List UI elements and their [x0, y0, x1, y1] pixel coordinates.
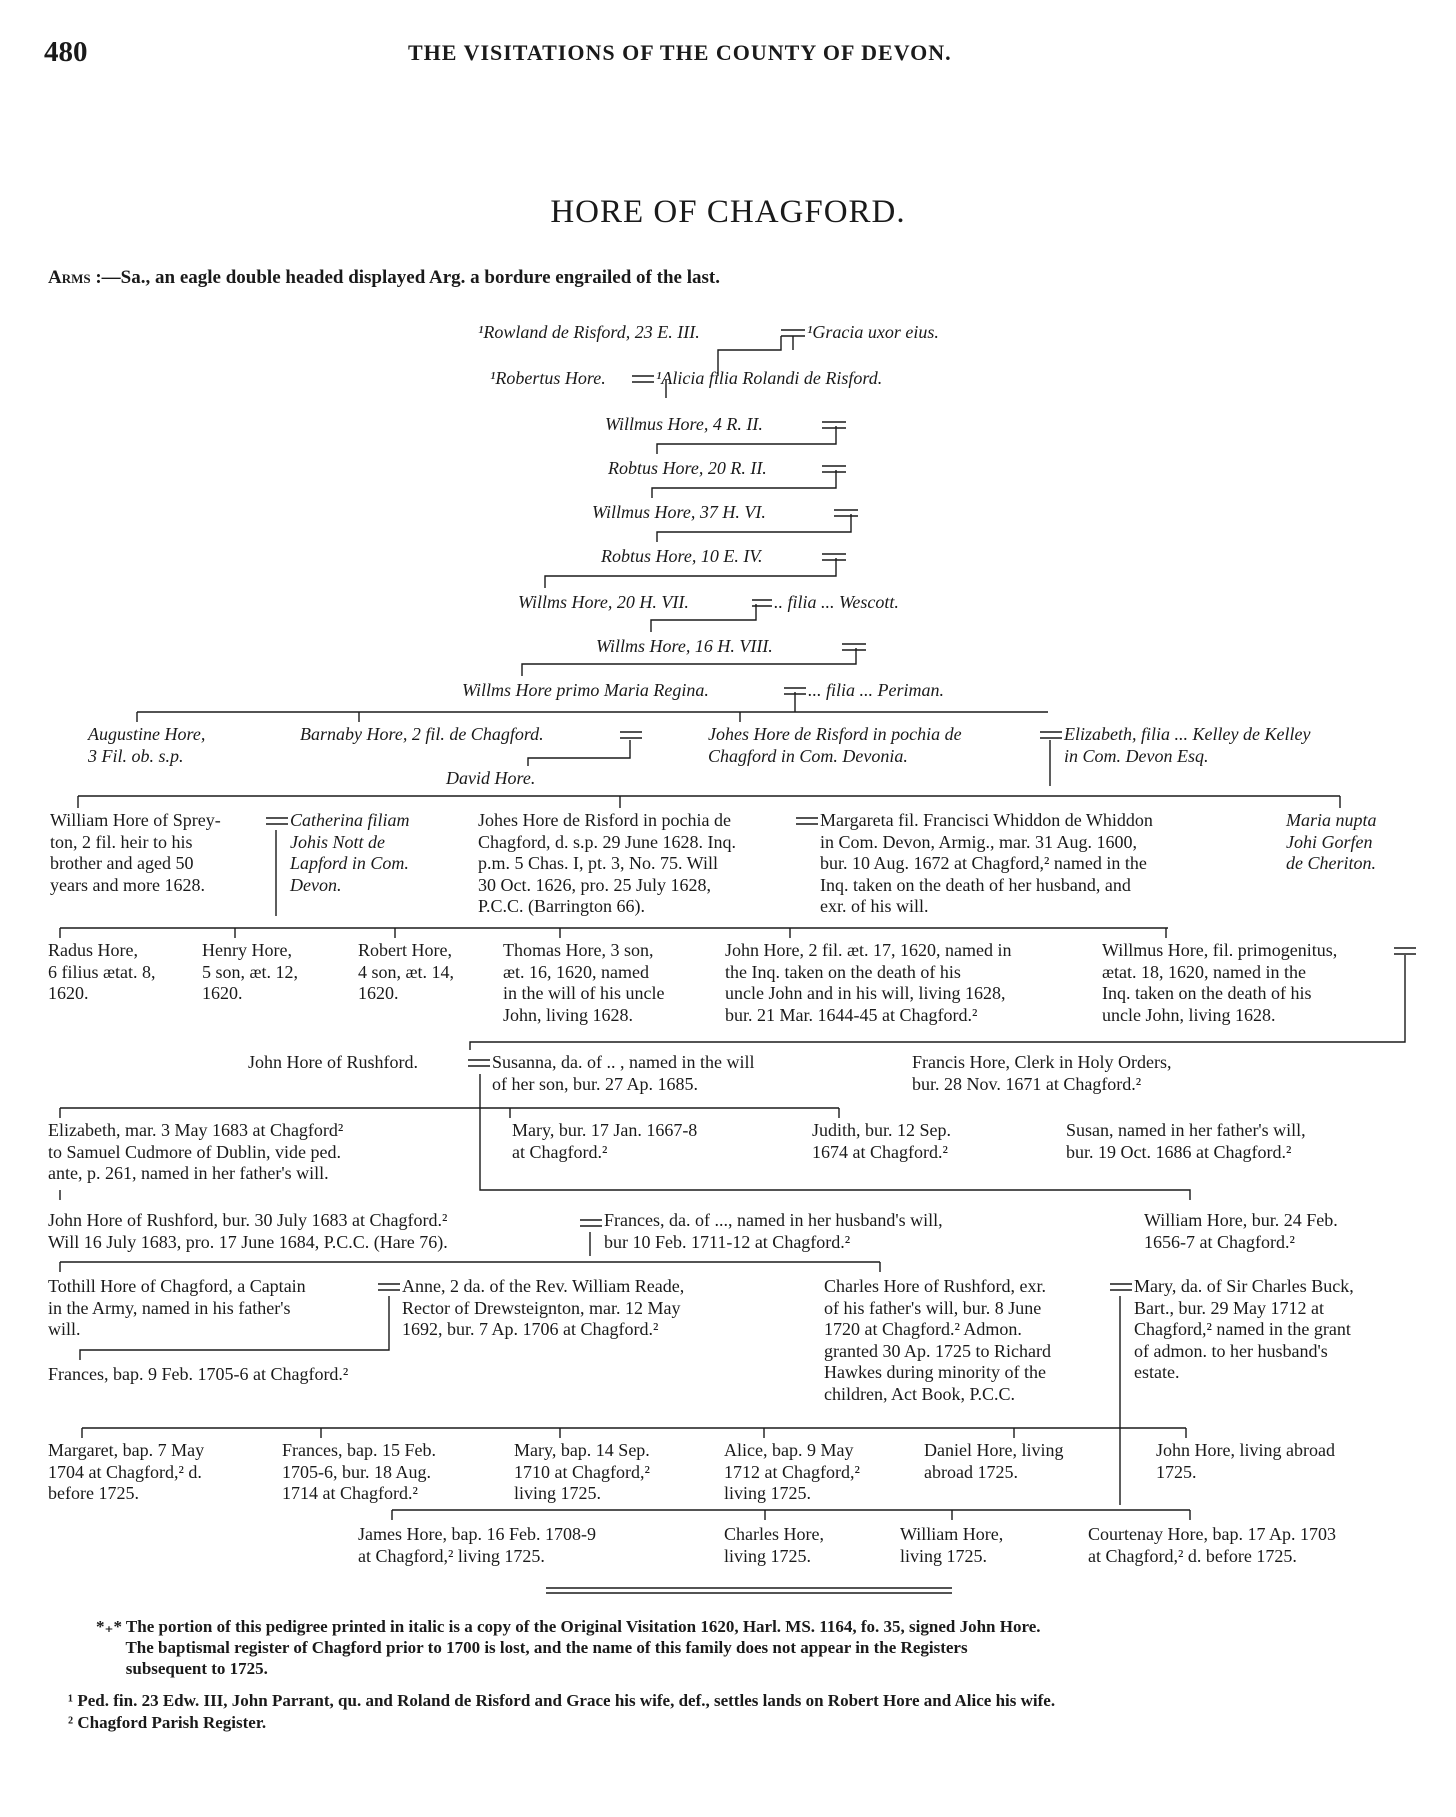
person-john-hore-of-rushford-gen13: John Hore of Rushford.: [248, 1052, 418, 1072]
person-francis-hore: Francis Hore, Clerk in Holy Orders, bur. 28 Nov. 1671 at Chagford.²: [912, 1052, 1172, 1094]
person-anne-reade: Anne, 2 da. of the Rev. William Reade, Rector of Drewsteignton, mar. 12 May 1692, bur. 7 Ap. 1706 at Chagford.²: [402, 1276, 685, 1339]
marriage-symbol-barnaby: [620, 732, 642, 738]
page-title: HORE OF CHAGFORD.: [550, 194, 906, 230]
marriage-symbol-william: [266, 818, 288, 824]
person-frances-gen15: Frances, da. of ..., named in her husband's will, bur 10 Feb. 1711-12 at Chagford.²: [604, 1210, 943, 1252]
person-augustine-hore: Augustine Hore, 3 Fil. ob. s.p.: [88, 724, 206, 766]
marriage-symbol-gen8: [842, 644, 866, 650]
person-mary-gen14: Mary, bur. 17 Jan. 1667-8 at Chagford.²: [512, 1120, 698, 1162]
marriage-symbol-john-rushford: [468, 1060, 490, 1066]
marriage-symbol-gen2: [632, 376, 654, 382]
person-charles-hore-gen18: Charles Hore, living 1725.: [724, 1524, 824, 1566]
marriage-symbol-gen1: [781, 330, 805, 350]
person-james-hore: James Hore, bap. 16 Feb. 1708-9 at Chagford,² living 1725.: [358, 1524, 596, 1566]
italic-portion-note: *₊* The portion of this pedigree printed in italic is a copy of the Original Visitation 1620, Harl. MS. 1164, fo. 35, signed John Hore. The baptismal register of Chagford prior to 1700 is lost, and the name of this family does not appear in the Registers subsequent to 1725.: [96, 1617, 1041, 1678]
person-tothill-hore: Tothill Hore of Chagford, a Captain in the Army, named in his father's will.: [48, 1276, 306, 1339]
person-alice: Alice, bap. 9 May 1712 at Chagford,² living 1725.: [724, 1440, 860, 1503]
marriage-symbol-john-frances: [580, 1220, 602, 1226]
marriage-symbol-johes-margareta: [796, 818, 818, 824]
person-william-hore-gen15: William Hore, bur. 24 Feb. 1656-7 at Chagford.²: [1144, 1210, 1338, 1252]
person-margaret: Margaret, bap. 7 May 1704 at Chagford,² d. before 1725.: [48, 1440, 205, 1503]
person-william-hore-gen18: William Hore, living 1725.: [900, 1524, 1004, 1566]
person-robert-hore: Robert Hore, 4 son, æt. 14, 1620.: [358, 940, 455, 1003]
person-periman: ... filia ... Periman.: [808, 680, 944, 700]
person-daniel-hore: Daniel Hore, living abroad 1725.: [924, 1440, 1064, 1482]
person-johes-hore-gen11: Johes Hore de Risford in pochia de Chagford, d. s.p. 29 June 1628. Inq. p.m. 5 Chas. I, pt. 3, No. 75. Will 30 Oct. 1626, pro. 25 July 1628, P.C.C. (Barrington 66).: [478, 810, 736, 916]
person-robtus-hore-gen4: Robtus Hore, 20 R. II.: [608, 458, 767, 478]
marriage-symbol-gen6: [822, 554, 846, 560]
person-thomas-hore: Thomas Hore, 3 son, æt. 16, 1620, named in the will of his uncle John, living 1628.: [503, 940, 665, 1025]
marriage-symbol-johes: [1040, 732, 1062, 738]
person-rowland-de-risford: ¹Rowland de Risford, 23 E. III.: [478, 322, 700, 342]
person-alicia: ¹Alicia filia Rolandi de Risford.: [656, 368, 883, 388]
person-henry-hore: Henry Hore, 5 son, æt. 12, 1620.: [202, 940, 299, 1003]
person-john-hore-of-rushford-gen15: John Hore of Rushford, bur. 30 July 1683 at Chagford.² Will 16 July 1683, pro. 17 June 1684, P.C.C. (Hare 76).: [48, 1210, 448, 1252]
person-margareta-whiddon: Margareta fil. Francisci Whiddon de Whiddon in Com. Devon, Armig., mar. 31 Aug. 1600, bur. 10 Aug. 1672 at Chagford,² named in the Inq. taken on the death of her husband, and exr. of his will.: [820, 810, 1153, 916]
person-gracia: ¹Gracia uxor eius.: [807, 322, 939, 342]
person-barnaby-hore: Barnaby Hore, 2 fil. de Chagford.: [300, 724, 544, 744]
person-mary-buck: Mary, da. of Sir Charles Buck, Bart., bur. 29 May 1712 at Chagford,² named in the grant of admon. to her husband's estate.: [1134, 1276, 1354, 1382]
footnote-1: ¹ Ped. fin. 23 Edw. III, John Parrant, qu. and Roland de Risford and Grace his wife, def., settles lands on Robert Hore and Alice his wife.: [68, 1691, 1056, 1710]
person-radus-hore: Radus Hore, 6 filius ætat. 8, 1620.: [48, 940, 156, 1003]
person-johes-hore-gen10: Johes Hore de Risford in pochia de Chagford in Com. Devonia.: [708, 724, 962, 766]
marriage-symbol-willmus: [1394, 948, 1416, 954]
person-willmus-hore-gen5: Willmus Hore, 37 H. VI.: [592, 502, 766, 522]
person-susan: Susan, named in her father's will, bur. 19 Oct. 1686 at Chagford.²: [1066, 1120, 1306, 1162]
person-willms-hore-gen7: Willms Hore, 20 H. VII.: [518, 592, 689, 612]
person-willms-hore-gen8: Willms Hore, 16 H. VIII.: [596, 636, 773, 656]
person-elizabeth-kelley: Elizabeth, filia ... Kelley de Kelley in Com. Devon Esq.: [1064, 724, 1311, 766]
person-judith: Judith, bur. 12 Sep. 1674 at Chagford.²: [812, 1120, 952, 1162]
person-willmus-hore-gen3: Willmus Hore, 4 R. II.: [605, 414, 763, 434]
person-john-hore-gen17: John Hore, living abroad 1725.: [1156, 1440, 1335, 1482]
arms-label: Arms: [48, 267, 91, 288]
person-robertus-hore: ¹Robertus Hore.: [490, 368, 606, 388]
marriage-symbol-gen5: [834, 510, 858, 516]
arms-text: :—Sa., an eagle double headed displayed Arg. a bordure engrailed of the last.: [90, 267, 720, 288]
person-john-hore-gen12: John Hore, 2 fil. æt. 17, 1620, named in the Inq. taken on the death of his uncle John and in his will, living 1628, bur. 21 Mar. 1644-45 at Chagford.²: [725, 940, 1012, 1025]
person-mary-gen17: Mary, bap. 14 Sep. 1710 at Chagford,² living 1725.: [514, 1440, 650, 1503]
page-number: 480: [44, 36, 88, 68]
person-frances-gen16: Frances, bap. 9 Feb. 1705-6 at Chagford.²: [48, 1364, 349, 1384]
person-charles-hore-of-rushford: Charles Hore of Rushford, exr. of his father's will, bur. 8 June 1720 at Chagford.² Admon. granted 30 Ap. 1725 to Richard Hawkes during minority of the children, Act Book, P.C.C.: [824, 1276, 1051, 1404]
person-willmus-hore-gen12: Willmus Hore, fil. primogenitus, ætat. 18, 1620, named in the Inq. taken on the death of his uncle John, living 1628.: [1102, 940, 1338, 1025]
person-william-hore-spreyton: William Hore of Sprey- ton, 2 fil. heir to his brother and aged 50 years and more 1628.: [50, 810, 221, 895]
person-david-hore: David Hore.: [446, 768, 536, 788]
marriage-symbol-tothill: [378, 1284, 400, 1290]
person-maria-gorfen: Maria nupta Johi Gorfen de Cheriton.: [1286, 810, 1377, 873]
person-frances-gen17: Frances, bap. 15 Feb. 1705-6, bur. 18 Aug. 1714 at Chagford.²: [282, 1440, 436, 1503]
person-robtus-hore-gen6: Robtus Hore, 10 E. IV.: [601, 546, 763, 566]
person-susanna: Susanna, da. of .. , named in the will of her son, bur. 27 Ap. 1685.: [492, 1052, 755, 1094]
person-willms-hore-gen9: Willms Hore primo Maria Regina.: [462, 680, 709, 700]
marriage-symbol-gen7: [752, 600, 772, 606]
person-wescott: .. filia ... Wescott.: [774, 592, 899, 612]
person-elizabeth-cudmore: Elizabeth, mar. 3 May 1683 at Chagford² to Samuel Cudmore of Dublin, vide ped. ante, p. 261, named in her father's will.: [48, 1120, 344, 1183]
marriage-symbol-charles: [1110, 1284, 1132, 1290]
person-courtenay-hore: Courtenay Hore, bap. 17 Ap. 1703 at Chagford,² d. before 1725.: [1088, 1524, 1336, 1566]
marriage-symbol-gen3: [822, 422, 846, 428]
running-head: THE VISITATIONS OF THE COUNTY OF DEVON.: [408, 40, 952, 65]
footnote-2: ² Chagford Parish Register.: [68, 1713, 267, 1732]
marriage-symbol-gen4: [822, 466, 846, 472]
person-catherina-nott: Catherina filiam Johis Nott de Lapford in Com. Devon.: [290, 810, 410, 895]
